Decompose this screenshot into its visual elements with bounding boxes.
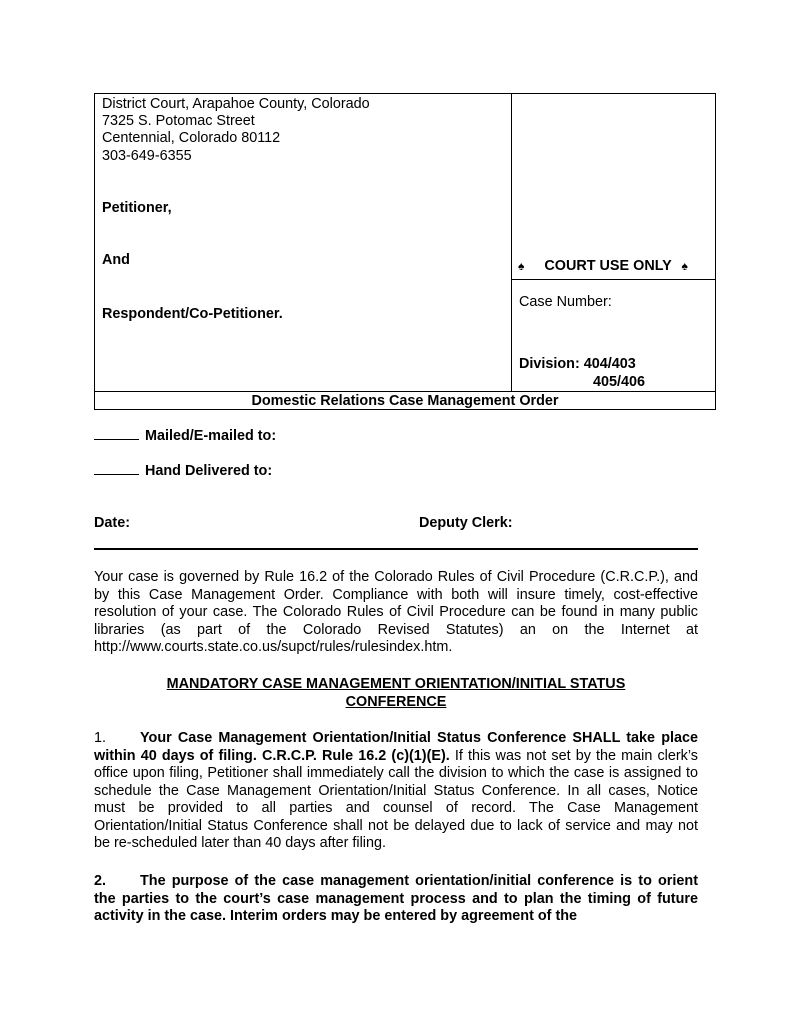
item-bold-text: Your Case Management Orientation/Initial Status Conference SHALL take place within 40 days of filing. C.R.C.P. Rule 16.2 (c)(1)(E). xyxy=(94,730,698,764)
date-label: Date: xyxy=(94,515,130,531)
intro-paragraph: Your case is governed by Rule 16.2 of the Colorado Rules of Civil Procedure (C.R.C.P.), and by this Case Management Order. Compliance with both will insure timely, cost-effective resolution of your case. The Colorado Rules of Civil Procedure can be found in many public libraries (as part of the Colorado Revised Statutes) an on the Internet at http://www.courts.state.co.us/supct/rules/rulesindex.htm. xyxy=(94,569,698,655)
section-heading xyxy=(94,676,698,711)
signature-rule xyxy=(94,548,698,550)
mailed-label: Mailed/E-mailed to: xyxy=(145,428,277,444)
court-name: District Court, Arapahoe County, Colorado xyxy=(102,96,370,112)
order-title: Domestic Relations Case Management Order xyxy=(95,391,715,411)
court-use-divider xyxy=(512,279,715,280)
respondent-label: Respondent/Co-Petitioner. xyxy=(102,306,283,322)
petitioner-label: Petitioner, xyxy=(102,200,172,216)
item-text: If this was not set by the main clerk’s office upon filing, Petitioner shall immediately call the division to which the case is assigned to schedule the Case Management Orientation/Initial Status Conference. In all cases, Notice must be provided to all parties and counsel of record. The Case Management Orientation/Initial Status Conference shall not be delayed due to lack of service and may not be re-scheduled later than 40 days after filing. xyxy=(94,747,699,851)
division-line2: 405/406 xyxy=(593,374,646,390)
mailed-blank[interactable] xyxy=(94,427,139,440)
mailed-line xyxy=(94,427,276,445)
court-phone: 303-649-6355 xyxy=(102,148,192,164)
item-bold-text: The purpose of the case management orientation/initial conference is to orient the parties to the court’s case management process and to plan the timing of future activity in the case. Interim orders may be entered by agreement of the xyxy=(94,873,698,924)
and-label: And xyxy=(102,252,130,268)
spade-icon: ♠ xyxy=(518,259,525,273)
item-number: 2. xyxy=(94,873,107,889)
court-city: Centennial, Colorado 80112 xyxy=(102,130,281,146)
court-street: 7325 S. Potomac Street xyxy=(102,113,255,129)
division-label: Division: 404/403 xyxy=(519,356,636,372)
caption-table xyxy=(94,93,716,410)
paragraph-item-2 xyxy=(94,873,698,926)
section-heading-line2: CONFERENCE xyxy=(345,693,447,710)
caption-court-use-cell xyxy=(512,94,715,391)
section-heading-line1: MANDATORY CASE MANAGEMENT ORIENTATION/INITIAL STATUS xyxy=(166,676,626,692)
paragraph-item-1 xyxy=(94,730,698,853)
caption-parties-cell xyxy=(95,94,512,391)
hand-delivered-blank[interactable] xyxy=(94,462,139,475)
item-number: 1. xyxy=(94,730,107,746)
deputy-clerk-label: Deputy Clerk: xyxy=(419,515,513,531)
hand-delivered-line xyxy=(94,462,272,480)
hand-delivered-label: Hand Delivered to: xyxy=(145,463,273,479)
court-use-only xyxy=(518,258,688,275)
case-number-label: Case Number: xyxy=(519,294,612,310)
court-use-only-label: COURT USE ONLY xyxy=(544,258,672,274)
spade-icon: ♠ xyxy=(681,259,688,273)
